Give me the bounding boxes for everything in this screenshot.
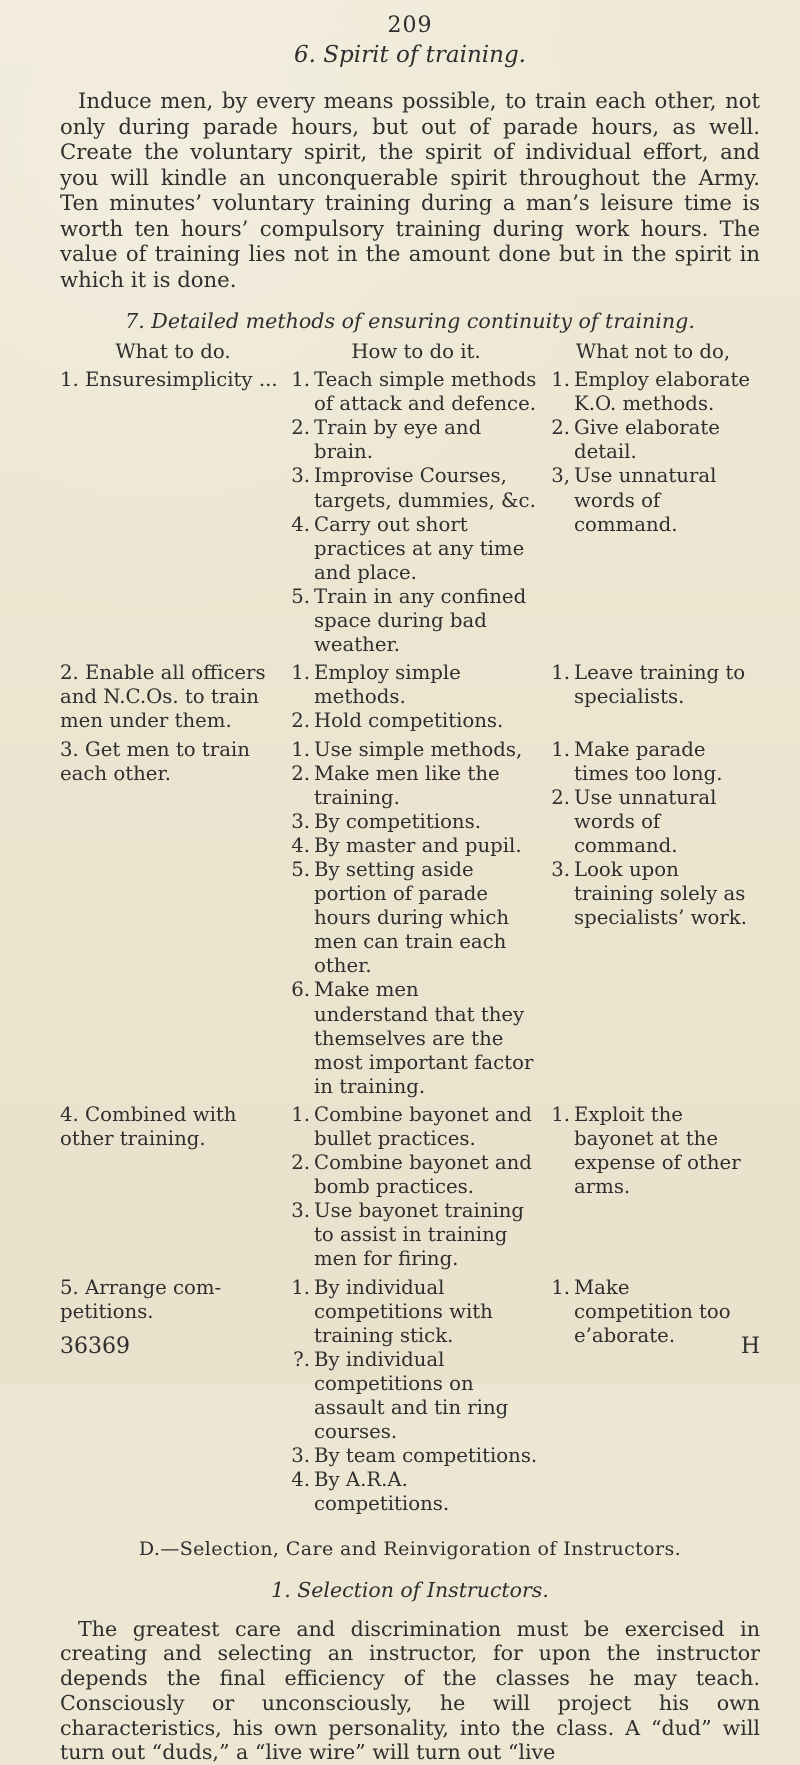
list-item — [546, 416, 752, 464]
list-item — [546, 464, 752, 536]
table-row — [60, 1276, 760, 1517]
list-item — [286, 978, 538, 1098]
footer-code: 36369 — [60, 1333, 130, 1361]
list-item — [286, 464, 538, 512]
how-cell — [286, 661, 546, 733]
list-item — [546, 368, 752, 416]
item-text: Make competition too e’aborate. — [574, 1276, 752, 1348]
item-text: Teach simple methods of attack and defence. — [314, 368, 538, 416]
item-number: 3. — [546, 858, 570, 930]
item-text: Carry out short practices at any time and place. — [314, 513, 538, 585]
item-number: 1. — [546, 368, 570, 416]
item-number: 3. — [286, 464, 310, 512]
item-number: 1. — [286, 738, 310, 762]
item-text: Make men like the training. — [314, 762, 538, 810]
page-number: 209 — [60, 12, 760, 40]
list-item — [546, 858, 752, 930]
item-text: By master and pupil. — [314, 834, 538, 858]
item-text: Employ elaborate K.O. methods. — [574, 368, 752, 416]
item-text: Combine bayonet and bullet practices. — [314, 1103, 538, 1151]
item-text: Exploit the bayonet at the expense of other arms. — [574, 1103, 752, 1199]
item-number: 2. — [286, 1151, 310, 1199]
item-text: Use unnatural words of command. — [574, 464, 752, 536]
what-cell: 2. Enable all officers and N.C.Os. to train men under them. — [60, 661, 286, 733]
item-number: 1. — [286, 661, 310, 709]
item-text: Train in any confined space during bad weather. — [314, 585, 538, 657]
list-item — [286, 368, 538, 416]
list-item — [546, 661, 752, 709]
item-number: 1. — [286, 368, 310, 416]
item-text: By setting aside portion of parade hours during which men can train each other. — [314, 858, 538, 978]
list-item — [286, 661, 538, 709]
what-cell: 1. Ensuresimplicity ... — [60, 368, 286, 657]
header-how: How to do it. — [286, 340, 546, 364]
item-text: Give elaborate detail. — [574, 416, 752, 464]
item-number: ?. — [286, 1348, 310, 1444]
item-number: 1. — [546, 661, 570, 709]
what-cell: 4. Combined with other training. — [60, 1103, 286, 1272]
section-d-heading: D.—Selection, Care and Reinvigoration of Instructors. — [60, 1537, 760, 1561]
header-not: What not to do, — [546, 340, 760, 364]
item-number: 3. — [286, 1444, 310, 1468]
list-item — [286, 1103, 538, 1151]
not-cell — [546, 661, 760, 733]
closing-paragraph: The greatest care and discrimination must be exercised in creating and selecting an instructor, for upon the instructor depends the final efficiency of the classes he may teach. Consciously or unconsciously, he will project his own characteristics, his own personality, into the class. A “dud” will turn out “duds,” a “live wire” will turn out “live — [60, 1617, 760, 1765]
how-cell — [286, 368, 546, 657]
list-item — [286, 1151, 538, 1199]
item-text: Make parade times too long. — [574, 738, 752, 786]
list-item — [286, 762, 538, 810]
list-item — [286, 834, 538, 858]
item-text: Use bayonet training to assist in training men for firing. — [314, 1199, 538, 1271]
item-number: 2. — [546, 786, 570, 858]
item-number: 4. — [286, 513, 310, 585]
item-text: Use unnatural words of command. — [574, 786, 752, 858]
table-heading: 7. Detailed methods of ensuring continuity of training. — [60, 308, 760, 334]
item-number: 3, — [546, 464, 570, 536]
item-number: 3. — [286, 810, 310, 834]
item-number: 3. — [286, 1199, 310, 1271]
how-cell — [286, 1276, 546, 1517]
header-what: What to do. — [60, 340, 286, 364]
not-cell — [546, 738, 760, 1099]
not-cell — [546, 368, 760, 657]
list-item — [286, 738, 538, 762]
how-cell — [286, 1103, 546, 1272]
list-item — [286, 709, 538, 733]
page-footer — [60, 1333, 760, 1361]
not-cell — [546, 1103, 760, 1272]
list-item — [286, 1199, 538, 1271]
list-item — [286, 585, 538, 657]
list-item — [286, 416, 538, 464]
item-text: By A.R.A. competitions. — [314, 1468, 538, 1516]
list-item — [286, 858, 538, 978]
table-header — [60, 340, 760, 364]
intro-paragraph: Induce men, by every means possible, to train each other, not only during parade hours, but out of parade hours, as well. Create the voluntary spirit, the spirit of individual effort, and you will kindle an unconquerable spirit throughout the Army. Ten minutes’ voluntary training during a man’s leisure time is worth ten hours’ compulsory training during work hours. The value of training lies not in the amount done but in the spirit in which it is done. — [60, 88, 760, 292]
list-item — [286, 810, 538, 834]
what-cell: 5. Arrange com-petitions. — [60, 1276, 286, 1517]
list-item — [546, 1103, 752, 1199]
item-text: Use simple methods, — [314, 738, 538, 762]
item-number: 1. — [546, 738, 570, 786]
item-number: 5. — [286, 858, 310, 978]
what-cell: 3. Get men to train each other. — [60, 738, 286, 1099]
item-text: By team competitions. — [314, 1444, 538, 1468]
list-item — [286, 1468, 538, 1516]
list-item — [286, 1444, 538, 1468]
item-number: 4. — [286, 1468, 310, 1516]
item-number: 2. — [286, 416, 310, 464]
item-number: 1. — [286, 1103, 310, 1151]
item-text: Combine bayonet and bomb practices. — [314, 1151, 538, 1199]
footer-letter: H — [741, 1333, 760, 1361]
table-row — [60, 661, 760, 733]
list-item — [546, 738, 752, 786]
not-cell — [546, 1276, 760, 1517]
list-item — [546, 786, 752, 858]
list-item — [286, 513, 538, 585]
item-number: 1. — [546, 1276, 570, 1348]
section-heading: 6. Spirit of training. — [60, 40, 760, 70]
list-item — [286, 1348, 538, 1444]
item-text: Employ simple methods. — [314, 661, 538, 709]
item-number: 2. — [546, 416, 570, 464]
item-number: 1. — [286, 1276, 310, 1348]
table-row — [60, 1103, 760, 1272]
item-number: 1. — [546, 1103, 570, 1199]
item-text: By individual competitions on assault and tin ring courses. — [314, 1348, 538, 1444]
item-number: 4. — [286, 834, 310, 858]
item-text: Hold competitions. — [314, 709, 538, 733]
item-number: 5. — [286, 585, 310, 657]
item-text: Look upon training solely as specialists’ work. — [574, 858, 752, 930]
table-row — [60, 368, 760, 657]
item-text: By competitions. — [314, 810, 538, 834]
item-number: 2. — [286, 709, 310, 733]
item-text: By individual competitions with training stick. — [314, 1276, 538, 1348]
how-cell — [286, 738, 546, 1099]
item-text: Train by eye and brain. — [314, 416, 538, 464]
table-row — [60, 738, 760, 1099]
selection-heading: 1. Selection of Instructors. — [60, 1577, 760, 1603]
item-text: Improvise Courses, targets, dummies, &c. — [314, 464, 538, 512]
item-number: 6. — [286, 978, 310, 1098]
item-text: Leave training to specialists. — [574, 661, 752, 709]
item-number: 2. — [286, 762, 310, 810]
item-text: Make men understand that they themselves are the most important factor in training. — [314, 978, 538, 1098]
